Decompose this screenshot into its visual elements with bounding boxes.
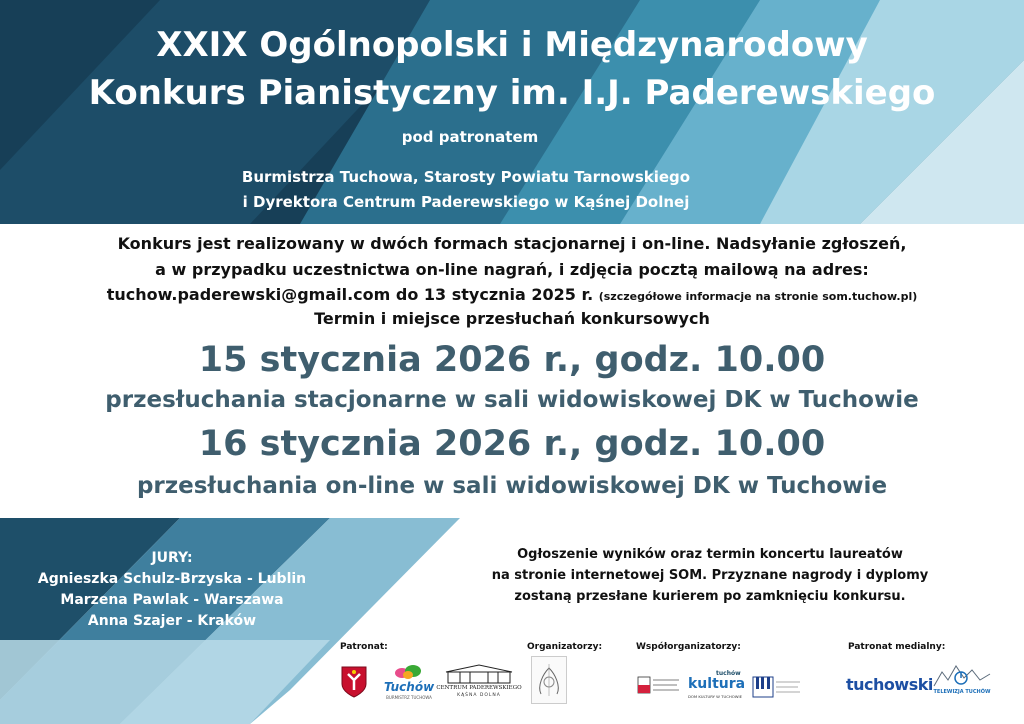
title-line2: Konkurs Pianistyczny im. I.J. Paderewskiego <box>88 73 936 113</box>
patrons-line1: Burmistrza Tuchowa, Starosty Powiatu Tarnowskiego <box>241 168 691 186</box>
tv-tuchow-text: TELEWIZJA TUCHÓW <box>933 689 991 695</box>
centrum-logo-sub: KĄŚNA DOLNA <box>457 693 501 698</box>
results-line3: zostaną przesłane kurierem po zamknięciu konkursu. <box>514 589 906 604</box>
coorganizers-label: Współorganizatorzy: <box>636 642 741 652</box>
patronage-intro: pod patronatem <box>401 128 539 146</box>
jury-member: Anna Szajer - Kraków <box>87 613 257 629</box>
jury-member: Marzena Pawlak - Warszawa <box>60 592 284 608</box>
info-note: (szczegółowe informacje na stronie som.tuchow.pl) <box>598 290 918 303</box>
organizers-label: Organizatorzy: <box>527 642 603 652</box>
centrum-logo <box>436 664 522 704</box>
tuchowski-media-logo <box>846 675 933 697</box>
patrons-line2: i Dyrektora Centrum Paderewskiego w Kąśnej Dolnej <box>242 193 690 211</box>
tuchowski-logo-text: tuchowski <box>846 675 933 694</box>
tuchow-logo-text: Tuchów <box>384 680 435 694</box>
date-1: 15 stycznia 2026 r., godz. 10.00 <box>198 340 826 380</box>
tuchow-leaf-icon <box>394 664 424 680</box>
info-line2: a w przypadku uczestnictwa on-line nagrań, i zdjęcia pocztą mailową na adres: <box>155 260 869 279</box>
jury-heading: JURY: <box>151 550 193 566</box>
place-2: przesłuchania on-line w sali widowiskowej DK w Tuchowie <box>136 473 888 499</box>
info-line3 <box>0 285 1024 304</box>
jury-member: Agnieszka Schulz-Brzyska - Lublin <box>37 571 307 587</box>
date-2: 16 stycznia 2026 r., godz. 10.00 <box>198 424 826 464</box>
place-1: przesłuchania stacjonarne w sali widowiskowej DK w Tuchowie <box>105 387 919 413</box>
tuchow-coat-of-arms-icon <box>341 666 367 698</box>
tuchow-logo <box>384 664 434 706</box>
tv-skyline-icon <box>932 662 992 688</box>
centrum-logo-text: CENTRUM PADEREWSKIEGO <box>436 685 522 691</box>
info-line1: Konkurs jest realizowany w dwóch formach stacjonarnej i on-line. Nadsyłanie zgłoszeń, <box>117 234 907 253</box>
results-line1: Ogłoszenie wyników oraz termin koncertu laureatów <box>517 547 903 562</box>
music-school-emblem-icon <box>531 656 567 704</box>
bottom-pale <box>0 640 330 724</box>
patronat-label: Patronat: <box>340 642 388 652</box>
tuchow-logo-sub: BURMISTRZ TUCHOWA <box>386 695 432 700</box>
title-line1: XXIX Ogólnopolski i Międzynarodowy <box>156 25 868 65</box>
info-line4: Termin i miejsce przesłuchań konkursowych <box>314 309 710 328</box>
manor-house-icon <box>440 664 518 684</box>
results-line2: na stronie internetowej SOM. Przyznane nagrody i dyplomy <box>491 568 929 583</box>
tv-tuchow-logo <box>932 662 992 702</box>
kultura-top: tuchów <box>716 670 741 677</box>
piano-keys-icon <box>752 676 802 698</box>
kultura-logo-text: kultura <box>688 676 746 692</box>
media-label: Patronat medialny: <box>848 642 946 652</box>
ministry-emblem-icon <box>637 674 681 698</box>
kultura-logo-sub: DOM KULTURY W TUCHOWIE <box>688 694 743 699</box>
info-email-deadline: tuchow.paderewski@gmail.com do 13 stycznia 2025 r. <box>106 285 594 304</box>
kultura-logo <box>688 670 748 704</box>
